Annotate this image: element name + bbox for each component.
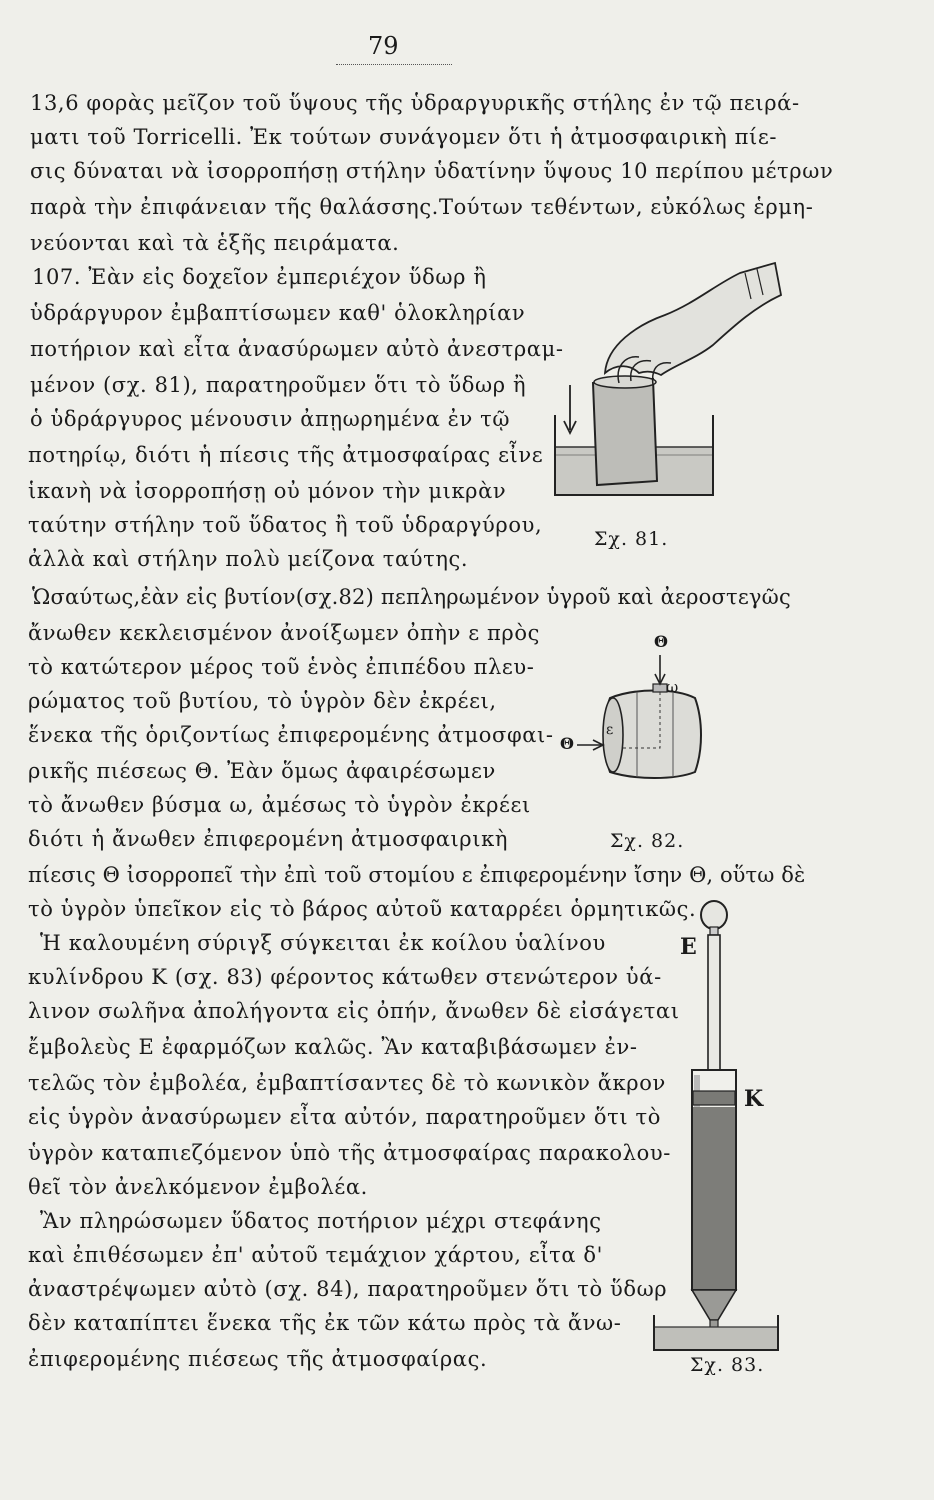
text-line: μένον (σχ. 81), παρατηροῦμεν ὅτι τὸ ὕδωρ ἢ — [30, 373, 527, 397]
figure-82-illustration — [555, 630, 725, 780]
text-line: τὸ ὑγρὸν ὑπεῖκον εἰς τὸ βάρος αὐτοῦ καταρρέει ὁρμητικῶς. — [28, 897, 697, 921]
text-line: ματι τοῦ Torricelli. Ἐκ τούτων συνάγομεν ὅτι ἡ ἀτμοσφαιρικὴ πίε- — [30, 125, 778, 149]
text-line: ὑγρὸν καταπιεζόμενον ὑπὸ τῆς ἀτμοσφαίρας παρακολου- — [28, 1141, 671, 1165]
text-line: τὸ ἄνωθεν βύσμα ω, ἀμέσως τὸ ὑγρὸν ἐκρέει — [28, 793, 531, 817]
figure-82-label-epsilon: ε — [606, 722, 615, 738]
page-number-rule — [336, 64, 452, 65]
figure-82-label-theta-left: Θ — [560, 734, 575, 753]
figure-81-illustration — [545, 255, 785, 505]
text-line: ἔμβολεὺς Ε ἐφαρμόζων καλῶς. Ἂν καταβιβάσωμεν ἐν- — [28, 1035, 638, 1059]
figure-82-label-omega: ω — [666, 678, 680, 696]
text-line: νεύονται καὶ τὰ ἑξῆς πειράματα. — [30, 231, 400, 255]
text-line: ἀλλὰ καὶ στήλην πολὺ μείζονα ταύτης. — [28, 547, 469, 571]
text-line: Ἂν πληρώσωμεν ὕδατος ποτήριον μέχρι στεφάνης — [40, 1209, 602, 1233]
figure-83-caption: Σχ. 83. — [690, 1354, 765, 1376]
text-line: καὶ ἐπιθέσωμεν ἐπ' αὐτοῦ τεμάχιον χάρτου, εἶτα δ' — [28, 1243, 604, 1267]
text-line: παρὰ τὴν ἐπιφάνειαν τῆς θαλάσσης.Τούτων τεθέντων, εὐκόλως ἑρμη- — [30, 195, 814, 219]
figure-83-label-cylinder: K — [744, 1086, 764, 1112]
text-line: ποτηρίῳ, διότι ἡ πίεσις τῆς ἀτμοσφαίρας εἶνε — [28, 443, 544, 467]
text-line: ποτήριον καὶ εἶτα ἀνασύρωμεν αὐτὸ ἀνεστραμ- — [30, 337, 564, 361]
text-line: ρώματος τοῦ βυτίου, τὸ ὑγρὸν δὲν ἐκρέει, — [28, 689, 497, 713]
text-line: ἱκανὴ νὰ ἰσορροπήσῃ οὐ μόνον τὴν μικρὰν — [28, 479, 507, 503]
text-line: εἰς ὑγρὸν ἀνασύρωμεν εἶτα αὐτόν, παρατηροῦμεν ὅτι τὸ — [28, 1105, 661, 1129]
text-line: σις δύναται νὰ ἰσορροπήσῃ στήλην ὑδατίνην ὕψους 10 περίπου μέτρων — [30, 159, 834, 183]
text-line: ἐπιφερομένης πιέσεως τῆς ἀτμοσφαίρας. — [28, 1347, 488, 1371]
text-line: δὲν καταπίπτει ἕνεκα τῆς ἐκ τῶν κάτω πρὸς τὰ ἄνω- — [28, 1311, 622, 1335]
text-line: Ἡ καλουμένη σύριγξ σύγκειται ἐκ κοίλου ὑαλίνου — [40, 931, 606, 955]
figure-81-caption: Σχ. 81. — [594, 528, 669, 550]
text-line: πίεσις Θ ἰσορροπεῖ τὴν ἐπὶ τοῦ στομίου ε ἐπιφερομένην ἴσην Θ, οὕτω δὲ — [28, 863, 806, 887]
text-line: ἀναστρέψωμεν αὐτὸ (σχ. 84), παρατηροῦμεν ὅτι τὸ ὕδωρ — [28, 1277, 668, 1301]
text-line: 13,6 φορὰς μεῖζον τοῦ ὕψους τῆς ὑδραργυρικῆς στήλης ἐν τῷ πειρά- — [30, 91, 800, 115]
figure-83-illustration — [650, 895, 790, 1355]
text-line: Ὡσαύτως,ἐὰν εἰς βυτίον(σχ.82) πεπληρωμένον ὑγροῦ καὶ ἀεροστεγῶς — [32, 585, 791, 609]
text-line: ὑδράργυρον ἐμβαπτίσωμεν καθ' ὁλοκληρίαν — [30, 301, 526, 325]
page-number: 79 — [368, 32, 399, 60]
text-line: διότι ἡ ἄνωθεν ἐπιφερομένη ἀτμοσφαιρικὴ — [28, 827, 508, 851]
text-line: τὸ κατώτερον μέρος τοῦ ἑνὸς ἐπιπέδου πλευ- — [28, 655, 535, 679]
text-line: θεῖ τὸν ἀνελκόμενον ἐμβολέα. — [28, 1175, 368, 1199]
text-line: τελῶς τὸν ἐμβολέα, ἐμβαπτίσαντες δὲ τὸ κωνικὸν ἄκρον — [28, 1071, 666, 1095]
text-line: λινον σωλῆνα ἀπολήγοντα εἰς ὀπήν, ἄνωθεν δὲ εἰσάγεται — [28, 999, 680, 1023]
figure-83-label-piston: E — [680, 934, 697, 960]
text-line: ὁ ὑδράργυρος μένουσιν ἀπῃωρημένα ἐν τῷ — [30, 407, 511, 431]
text-line: κυλίνδρου Κ (σχ. 83) φέροντος κάτωθεν στενώτερον ὑά- — [28, 965, 662, 989]
text-line: ἕνεκα τῆς ὁριζοντίως ἐπιφερομένης ἀτμοσφαι- — [28, 723, 554, 747]
text-line: 107. Ἐὰν εἰς δοχεῖον ἐμπεριέχον ὕδωρ ἢ — [32, 265, 487, 289]
figure-82-caption: Σχ. 82. — [610, 830, 685, 852]
figure-82-label-theta-top: Θ — [654, 632, 669, 651]
text-line: ταύτην στήλην τοῦ ὕδατος ἢ τοῦ ὑδραργύρου, — [28, 513, 543, 537]
text-line: ἄνωθεν κεκλεισμένον ἀνοίξωμεν ὀπὴν ε πρὸς — [28, 621, 540, 645]
text-line: ρικῆς πιέσεως Θ. Ἐὰν ὅμως ἀφαιρέσωμεν — [28, 759, 496, 783]
